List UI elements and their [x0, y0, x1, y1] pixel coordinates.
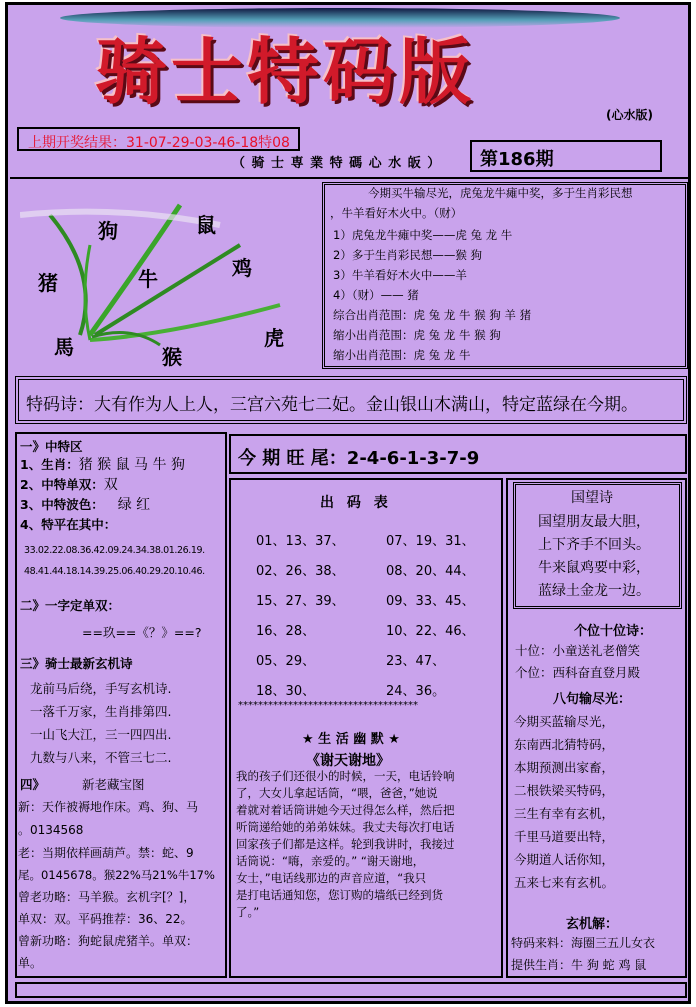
gewei-line: 十位：小童送礼老僧笑 — [515, 643, 641, 658]
zodiac-art — [20, 185, 315, 375]
gewei-title: 个位十位诗： — [574, 624, 653, 639]
chuma-cell: 16、28、 — [256, 624, 316, 639]
chuma-cell: 08、20、44、 — [386, 564, 475, 579]
bajv-poem: 今期买蓝输尽光， 东南西北猜特码， 本期预测出家畜， 二根铁梁买特码， 三生有幸有玄机， 千里马道要出特， 今期道人话你知， 五来七来有玄机。 — [514, 714, 615, 890]
issue-number: 第186期 — [480, 149, 554, 170]
bajv-title: 八句输尽光： — [553, 692, 632, 707]
poem-text: 特码诗：大有作为人上人，三宫六苑七二妃。金山银山木满山，特定蓝绿在今期。 — [26, 395, 638, 415]
stars-divider: ************************************ — [238, 700, 418, 711]
joke-body: 我的孩子们还很小的时候，一天，电话铃响 了，大女儿拿起话筒，“喂，爸爸，”她说 着就对着话筒讲她今天过得怎么样，然后把 听筒递给她的弟弟妹妹。我丈夫每次打电话 回家孩子们都是这样。轮到我讲时，我接过 话筒说：“嗨，亲爱的。” “谢天谢地， 女士，”电话线那边的声音应道，“我只 是打电话通知您，您订购的墙纸已经到货 了。” — [236, 769, 455, 919]
treasure-line: 老：当期依样画葫芦。禁：蛇、9 — [18, 846, 194, 860]
chuma-cell: 01、13、37、 — [256, 534, 345, 549]
zodiac-pig: 猪 — [38, 271, 58, 295]
chuma-cell: 02、26、38、 — [256, 564, 345, 579]
footer-strip — [15, 982, 687, 998]
zodiac-tiger: 虎 — [264, 326, 284, 350]
prediction-line: 综合出肖范围：虎 兔 龙 牛 猴 狗 羊 猪 — [333, 308, 532, 322]
subtitle: （ 骑 士 専 業 特 碼 心 水 皈 ） — [232, 156, 442, 171]
zodiac-monkey: 猴 — [162, 345, 182, 369]
divider — [10, 177, 688, 179]
treasure-line: 尾。0145678。猴22%马21%牛17% — [18, 868, 215, 882]
prediction-line: 4）（财）—— 猪 — [333, 288, 419, 302]
prediction-line: 3）牛羊看好木火中——羊 — [333, 268, 467, 282]
prediction-line: 1）虎兔龙牛瘫中奖——虎 兔 龙 牛 — [333, 228, 513, 242]
special-numbers-2: 48.41.44.18.14.39.25.06.40.29.20.10.46. — [24, 566, 205, 577]
guowang-poem: 国望朋友最大胆， 上下齐手不回头。 牛来鼠鸡要中彩， 蓝绿土金龙一边。 — [538, 514, 650, 599]
joke-title: ★ 生 活 幽 默 ★ — [302, 732, 400, 747]
prediction-intro-1: 今期买牛输尽光，虎兔龙牛瘫中奖，多于生肖彩民想 — [368, 186, 633, 200]
section-4-subtitle: 新老藏宝图 — [82, 777, 145, 792]
guowang-title: 国望诗 — [571, 490, 613, 506]
zodiac-rat: 鼠 — [196, 213, 216, 237]
chuma-cell: 24、36。 — [386, 684, 446, 699]
s1-item: 1、生肖：猪 猴 鼠 马 牛 狗 — [20, 457, 185, 473]
treasure-line: 曾老功略：马羊猴。玄机字[？]， — [18, 890, 196, 904]
section-1-title: 一》中特区 — [20, 439, 83, 454]
prediction-line: 缩小出肖范围：虎 兔 龙 牛 — [333, 348, 471, 362]
page-title: 骑士特码版 — [95, 29, 476, 114]
mystery-poem-line: 一落千万家，生肖排第四. — [30, 704, 172, 719]
zodiac-rooster: 鸡 — [232, 256, 252, 280]
special-numbers-1: 33.02.22.08.36.42.09.24.34.38.01.26.19. — [24, 545, 205, 556]
edition-label: (心水版) — [606, 108, 653, 122]
joke-subtitle: 《谢天谢地》 — [306, 753, 390, 769]
mystery-poem-line: 一山飞大江，三一四四出. — [30, 727, 172, 742]
section-4-title: 四》 — [20, 777, 46, 792]
chuma-cell: 07、19、31、 — [386, 534, 475, 549]
chuma-cell: 10、22、46、 — [386, 624, 475, 639]
chuma-cell: 23、47、 — [386, 654, 446, 669]
xuanji-line: 特码来料：海圈三五儿女衣 — [511, 936, 656, 950]
mystery-poem-line: 龙前马后绕，手写玄机诗. — [30, 681, 172, 696]
xuanji-line: 提供生肖：牛 狗 蛇 鸡 鼠 — [511, 958, 647, 972]
s1-item: 2、中特单双：双 — [20, 477, 118, 493]
gewei-line: 个位：西科奋直登月殿 — [515, 665, 641, 680]
section-2-title: 二》一字定单双： — [20, 598, 121, 613]
treasure-line: 曾新功略：狗蛇鼠虎猪羊。单双： — [18, 934, 199, 948]
zodiac-dog: 狗 — [98, 219, 118, 243]
section-3-title: 三》骑士最新玄机诗 — [20, 656, 133, 671]
prediction-intro-2: ，牛羊看好木火中。（财） — [330, 206, 463, 220]
chuma-cell: 18、30、 — [256, 684, 316, 699]
prediction-line: 缩小出肖范围：虎 兔 龙 牛 猴 狗 — [333, 328, 501, 342]
header-banner-bar — [60, 8, 620, 28]
wangwei-tails: 今 期 旺 尾：2-4-6-1-3-7-9 — [238, 448, 480, 469]
prediction-line: 2）多于生肖彩民想——猴 狗 — [333, 248, 482, 262]
mystery-poem-line: 九数与八来，不管三七二. — [30, 750, 172, 765]
s1-item: 3、中特波色： 绿 红 — [20, 497, 151, 513]
zodiac-ox: 牛 — [138, 267, 158, 291]
xuanji-title: 玄机解： — [566, 917, 619, 932]
treasure-line: 单。 — [18, 956, 43, 970]
treasure-line: 单双：双。平码推荐：36、22。 — [18, 912, 193, 926]
chuma-cell: 09、33、45、 — [386, 594, 475, 609]
last-result: 上期开奖结果：31-07-29-03-46-18特08 — [28, 135, 290, 151]
chuma-title: 出 码 表 — [320, 495, 392, 511]
chuma-cell: 15、27、39、 — [256, 594, 345, 609]
odd-even-hint: ==玖==《？》==? — [82, 625, 202, 640]
treasure-line: 。0134568 — [18, 823, 84, 837]
zodiac-horse: 馬 — [54, 335, 74, 359]
chuma-cell: 05、29、 — [256, 654, 316, 669]
treasure-line: 新：天作被褥地作床。鸡、狗、马 — [18, 800, 199, 814]
s1-item: 4、特平在其中： — [20, 517, 117, 532]
